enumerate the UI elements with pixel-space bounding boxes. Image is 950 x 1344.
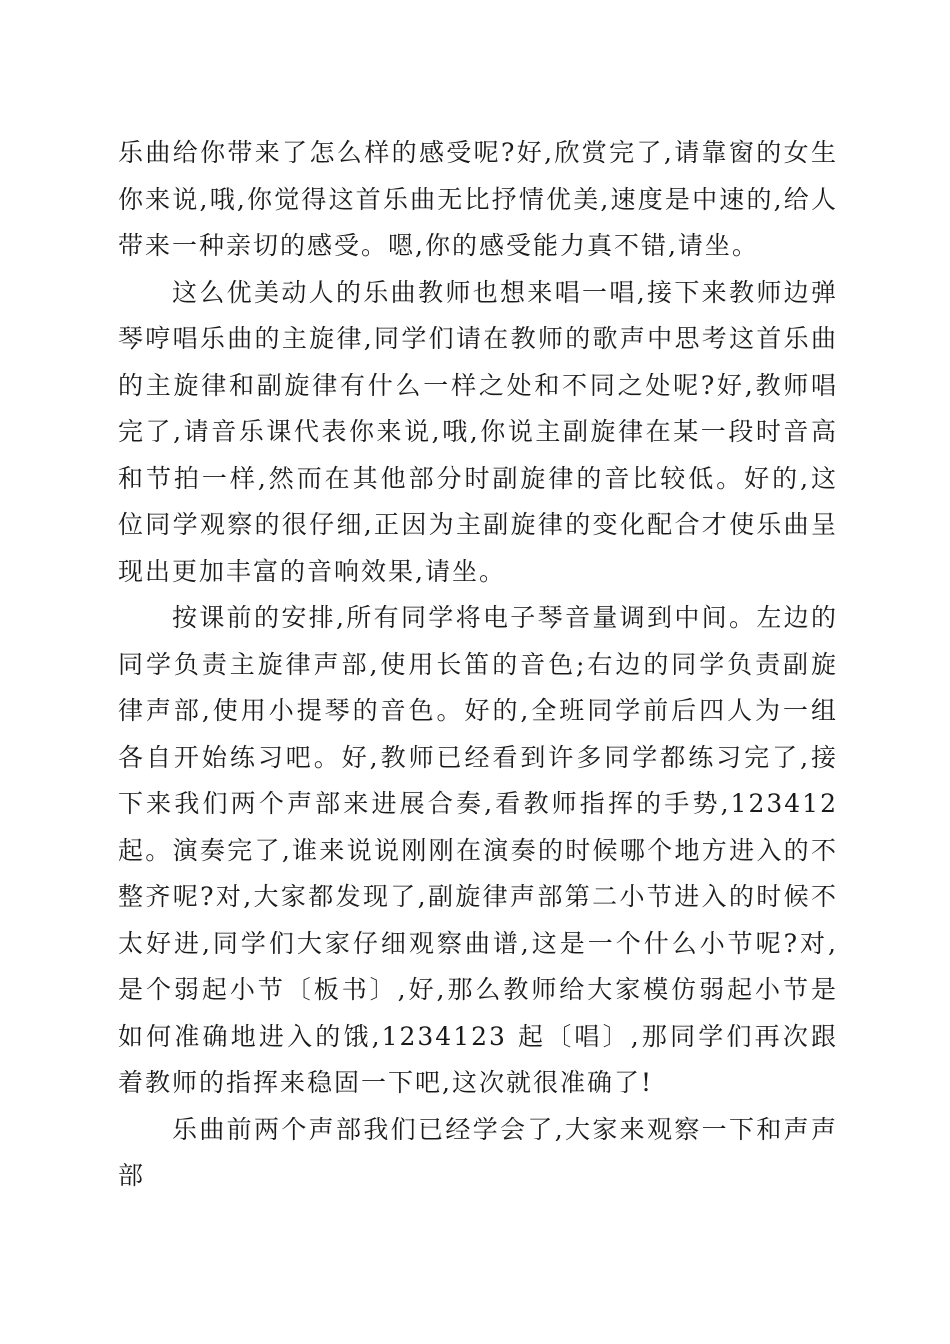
paragraph-1: 乐曲给你带来了怎么样的感受呢?好,欣赏完了,请靠窗的女生你来说,哦,你觉得这首乐曲无比抒情优美,速度是中速的,给人带来一种亲切的感受。嗯,你的感受能力真不错,请坐。 xyxy=(118,138,838,260)
body-text xyxy=(118,130,838,1200)
paragraph-2: 这么优美动人的乐曲教师也想来唱一唱,接下来教师边弹琴哼唱乐曲的主旋律,同学们请在教师的歌声中思考这首乐曲的主旋律和副旋律有什么一样之处和不同之处呢?好,教师唱完了,请音乐课代表你来说,哦,你说主副旋律在某一段时音高和节拍一样,然而在其他部分时副旋律的音比较低。好的,这位同学观察的很仔细,正因为主副旋律的变化配合才使乐曲呈现出更加丰富的音响效果,请坐。 xyxy=(118,277,838,586)
paragraph-4: 乐曲前两个声部我们已经学会了,大家来观察一下和声声部 xyxy=(118,1114,838,1190)
paragraph-3: 按课前的安排,所有同学将电子琴音量调到中间。左边的同学负责主旋律声部,使用长笛的音色;右边的同学负责副旋律声部,使用小提琴的音色。好的,全班同学前后四人为一组各自开始练习吧。好,教师已经看到许多同学都练习完了,接下来我们两个声部来进展合奏,看教师指挥的手势,123412 起。演奏完了,谁来说说刚刚在演奏的时候哪个地方进入的不整齐呢?对,大家都发现了,副旋律声部第二小节进入的时候不太好进,同学们大家仔细观察曲谱,这是一个什么小节呢?对,是个弱起小节〔板书〕,好,那么教师给大家模仿弱起小节是如何准确地进入的饿,1234123 起〔唱〕,那同学们再次跟着教师的指挥来稳固一下吧,这次就很准确了! xyxy=(118,603,838,1097)
